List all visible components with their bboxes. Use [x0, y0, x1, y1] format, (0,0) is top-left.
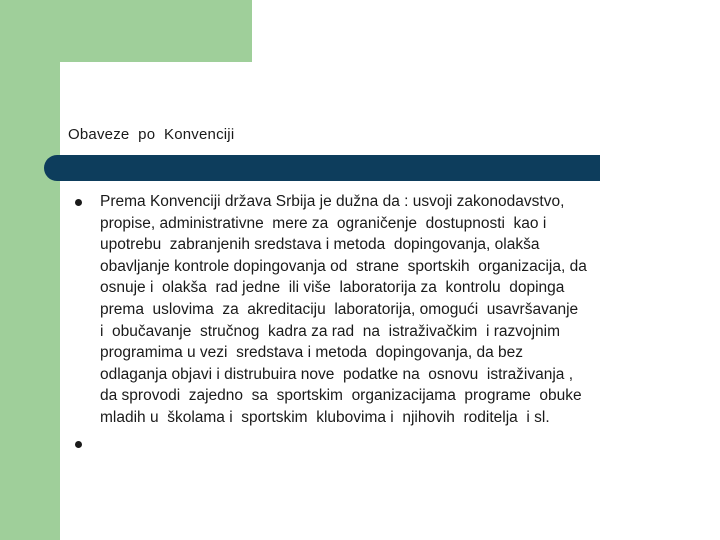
- bullet-line: Prema Konvenciji država Srbija je dužna da : usvoji zakonodavstvo,: [100, 193, 565, 210]
- bullet-line: i obučavanje stručnog kadra za rad na istraživačkim i razvojnim: [100, 322, 561, 340]
- empty-bullet-dot-icon: [75, 441, 82, 448]
- bullet-line: osnuje i olakša rad jedne ili više laboratorija za kontrolu dopinga: [100, 279, 565, 297]
- bullet-line: upotrebu zabranjenih sredstava i metoda dopingovanja, olakša: [100, 236, 540, 254]
- bullet-text-1: [100, 191, 672, 429]
- bullet-line: mladih u školama i sportskim klubovima i njihovih roditelja i sl.: [100, 408, 550, 426]
- green-left-band: [0, 0, 60, 540]
- slide-title: Obaveze po Konvencijі: [68, 126, 235, 143]
- bullet-line: da sprovodi zajedno sa sportskim organizacijama programe obuke: [100, 387, 582, 405]
- bullet-line: prema uslovima za akreditaciju laboratorija, omogući usavršavanje: [100, 300, 579, 318]
- bullet-dot-icon: [75, 199, 82, 206]
- green-top-block: [0, 0, 252, 62]
- bullet-line: obavljanje kontrole dopingovanja od strane sportskih organizacija, da: [100, 257, 587, 275]
- bullet-line: programima u vezi sredstava i metoda dopingovanja, da bez: [100, 344, 524, 362]
- title-underline-bar: [44, 155, 600, 181]
- bullet-line: propise, administrativne mere za ograničenje dostupnosti kao i: [100, 214, 547, 232]
- bullet-line: odlaganja objavi i distrubuira nove podatke na osnovu istraživanja ,: [100, 365, 574, 383]
